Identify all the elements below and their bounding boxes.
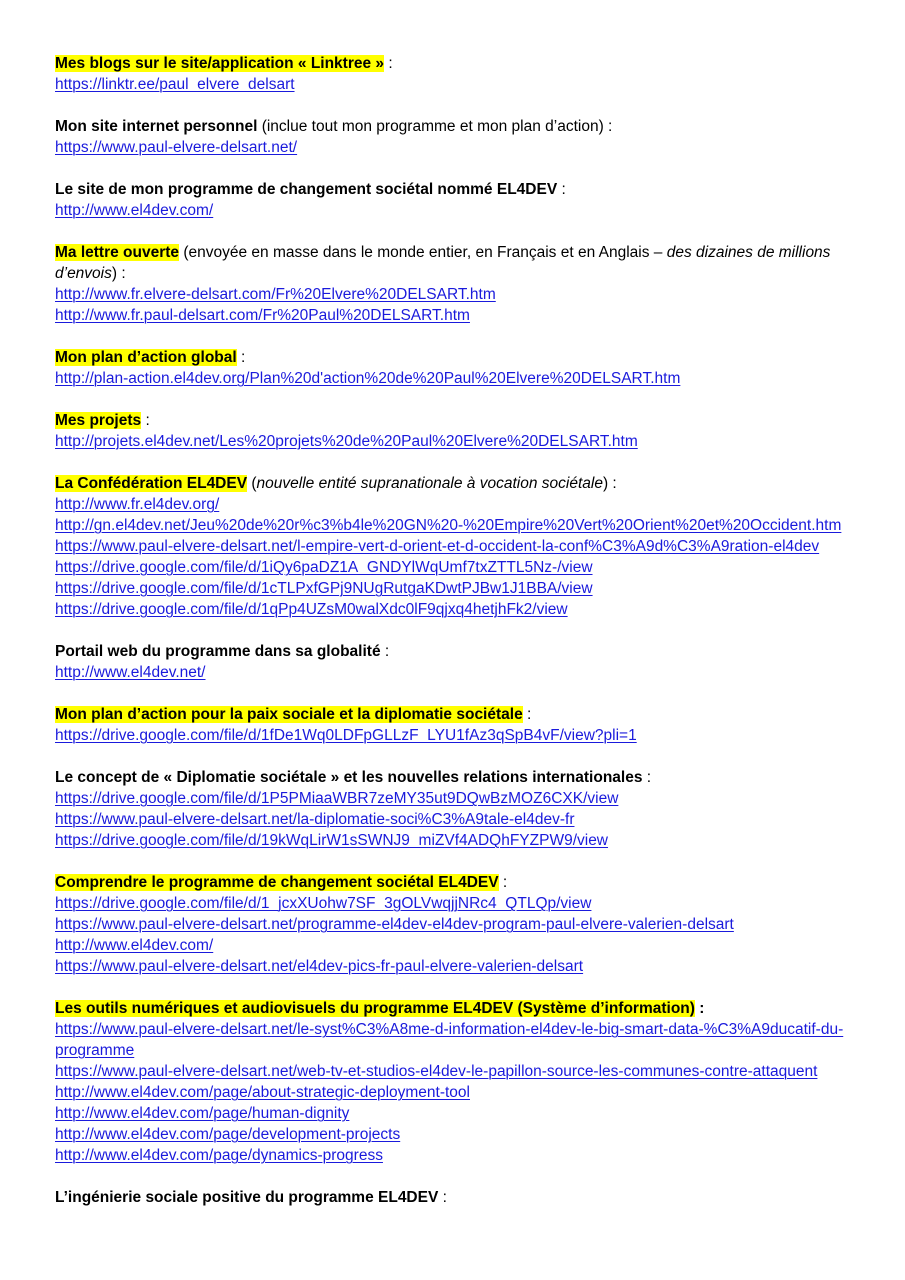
- heading-suffix: :: [522, 706, 532, 723]
- heading-note-end: ) :: [111, 265, 126, 282]
- link[interactable]: http://www.el4dev.com/: [55, 202, 214, 219]
- link[interactable]: https://www.paul-elvere-delsart.net/le-syst%C3%A8me-d-information-el4dev-le-big-smart-data-%C3%A9ducatif-du-: [55, 1021, 844, 1038]
- link[interactable]: https://drive.google.com/file/d/1qPp4UZsM0walXdc0lF9qjxq4hetjhFk2/view: [55, 601, 568, 618]
- heading-title: Le concept de « Diplomatie sociétale » et les nouvelles relations internationales: [55, 769, 643, 786]
- heading-title: Mon plan d’action global: [55, 349, 237, 366]
- heading-note-open: (: [247, 475, 257, 492]
- link[interactable]: https://drive.google.com/file/d/1iQy6paDZ1A_GNDYlWqUmf7txZTTL5Nz-/view: [55, 559, 593, 576]
- link[interactable]: https://www.paul-elvere-delsart.net/l-empire-vert-d-orient-et-d-occident-la-conf%C3%A9d%C3%A9ration-el4dev: [55, 538, 820, 555]
- link[interactable]: https://linktr.ee/paul_elvere_delsart: [55, 76, 295, 93]
- link[interactable]: http://www.el4dev.com/page/development-projects: [55, 1126, 401, 1143]
- section-digital-tools: [55, 998, 855, 1166]
- section-projects: [55, 410, 855, 452]
- heading-note-close: ) :: [602, 475, 617, 492]
- link[interactable]: https://www.paul-elvere-delsart.net/: [55, 139, 298, 156]
- heading-title: Mon plan d’action pour la paix sociale et la diplomatie sociétale: [55, 706, 523, 723]
- section-web-portal: [55, 641, 855, 683]
- heading-suffix: :: [498, 874, 508, 891]
- link[interactable]: http://projets.el4dev.net/Les%20projets%20de%20Paul%20Elvere%20DELSART.htm: [55, 433, 638, 450]
- heading-suffix: :: [557, 181, 566, 198]
- heading-title: Ma lettre ouverte: [55, 244, 180, 261]
- heading-title: Comprendre le programme de changement sociétal EL4DEV: [55, 874, 499, 891]
- link[interactable]: http://www.el4dev.com/page/about-strategic-deployment-tool: [55, 1084, 470, 1101]
- heading-note: (envoyée en masse dans le monde entier, en Français et en Anglais –: [179, 244, 667, 261]
- link[interactable]: https://drive.google.com/file/d/19kWqLirW1sSWNJ9_miZVf4ADQhFYZPW9/view: [55, 832, 609, 849]
- section-heading: [55, 473, 855, 494]
- link[interactable]: http://www.fr.el4dev.org/: [55, 496, 220, 513]
- section-confederation: [55, 473, 855, 620]
- heading-title: Mes blogs sur le site/application « Linktree »: [55, 55, 385, 72]
- section-heading: [55, 53, 855, 74]
- heading-note-italic-cont: d’envois: [55, 265, 112, 282]
- section-societal-diplomacy: [55, 767, 855, 851]
- link[interactable]: https://www.paul-elvere-delsart.net/el4dev-pics-fr-paul-elvere-valerien-delsart: [55, 958, 584, 975]
- heading-suffix: :: [236, 349, 246, 366]
- section-personal-site: [55, 116, 855, 158]
- section-global-action-plan: [55, 347, 855, 389]
- link[interactable]: http://www.fr.elvere-delsart.com/Fr%20Elvere%20DELSART.htm: [55, 286, 496, 303]
- link[interactable]: http://www.el4dev.com/page/dynamics-progress: [55, 1147, 383, 1164]
- link[interactable]: http://www.el4dev.net/: [55, 664, 206, 681]
- link[interactable]: http://plan-action.el4dev.org/Plan%20d'action%20de%20Paul%20Elvere%20DELSART.htm: [55, 370, 681, 387]
- section-heading: [55, 410, 855, 431]
- section-heading: [55, 767, 855, 788]
- heading-suffix: :: [438, 1189, 447, 1206]
- link[interactable]: https://www.paul-elvere-delsart.net/programme-el4dev-el4dev-program-paul-elvere-valerien-delsart: [55, 916, 734, 933]
- document-page: [55, 53, 855, 1229]
- link[interactable]: http://gn.el4dev.net/Jeu%20de%20r%c3%b4le%20GN%20-%20Empire%20Vert%20Orient%20et%20Occident.htm: [55, 517, 842, 534]
- heading-suffix: :: [384, 55, 393, 72]
- section-heading: [55, 347, 855, 368]
- heading-suffix: :: [141, 412, 150, 429]
- link-continued[interactable]: programme: [55, 1042, 135, 1059]
- section-open-letter: [55, 242, 855, 326]
- section-understand-program: [55, 872, 855, 977]
- link[interactable]: https://www.paul-elvere-delsart.net/la-diplomatie-soci%C3%A9tale-el4dev-fr: [55, 811, 575, 828]
- heading-note-italic: nouvelle entité supranationale à vocation sociétale: [256, 475, 603, 492]
- section-heading: [55, 998, 855, 1019]
- section-heading: [55, 641, 855, 662]
- heading-title: Les outils numériques et audiovisuels du programme EL4DEV (Système d’information): [55, 1000, 695, 1017]
- section-heading: [55, 872, 855, 893]
- link[interactable]: https://www.paul-elvere-delsart.net/web-tv-et-studios-el4dev-le-papillon-source-les-communes-contre-attaquent: [55, 1063, 818, 1080]
- heading-title: Le site de mon programme de changement sociétal nommé EL4DEV: [55, 181, 558, 198]
- heading-title: Portail web du programme dans sa globalité: [55, 643, 381, 660]
- section-social-engineering: [55, 1187, 855, 1208]
- heading-title: La Confédération EL4DEV: [55, 475, 248, 492]
- link[interactable]: http://www.fr.paul-delsart.com/Fr%20Paul%20DELSART.htm: [55, 307, 470, 324]
- heading-title: L’ingénierie sociale positive du programme EL4DEV: [55, 1189, 439, 1206]
- section-heading: [55, 1187, 855, 1208]
- heading-note: (inclue tout mon programme et mon plan d’action) :: [257, 118, 613, 135]
- link[interactable]: https://drive.google.com/file/d/1_jcxXUohw7SF_3gOLVwqjjNRc4_QTLQp/view: [55, 895, 592, 912]
- heading-title: Mon site internet personnel: [55, 118, 258, 135]
- heading-title: Mes projets: [55, 412, 142, 429]
- link[interactable]: https://drive.google.com/file/d/1fDe1Wq0LDFpGLLzF_LYU1fAz3qSpB4vF/view?pli=1: [55, 727, 637, 744]
- section-heading: [55, 179, 855, 200]
- heading-suffix: :: [694, 1000, 705, 1017]
- link[interactable]: https://drive.google.com/file/d/1cTLPxfGPj9NUgRutgaKDwtPJBw1J1BBA/view: [55, 580, 593, 597]
- section-peace-action-plan: [55, 704, 855, 746]
- section-heading: [55, 242, 855, 263]
- link[interactable]: http://www.el4dev.com/page/human-dignity: [55, 1105, 350, 1122]
- section-heading: [55, 704, 855, 725]
- link[interactable]: http://www.el4dev.com/: [55, 937, 214, 954]
- section-program-site: [55, 179, 855, 221]
- heading-suffix: :: [642, 769, 652, 786]
- section-linktree: [55, 53, 855, 95]
- section-heading: [55, 116, 855, 137]
- link[interactable]: https://drive.google.com/file/d/1P5PMiaaWBR7zeMY35ut9DQwBzMOZ6CXK/view: [55, 790, 619, 807]
- heading-note-italic: des dizaines de millions: [666, 244, 831, 261]
- heading-suffix: :: [380, 643, 390, 660]
